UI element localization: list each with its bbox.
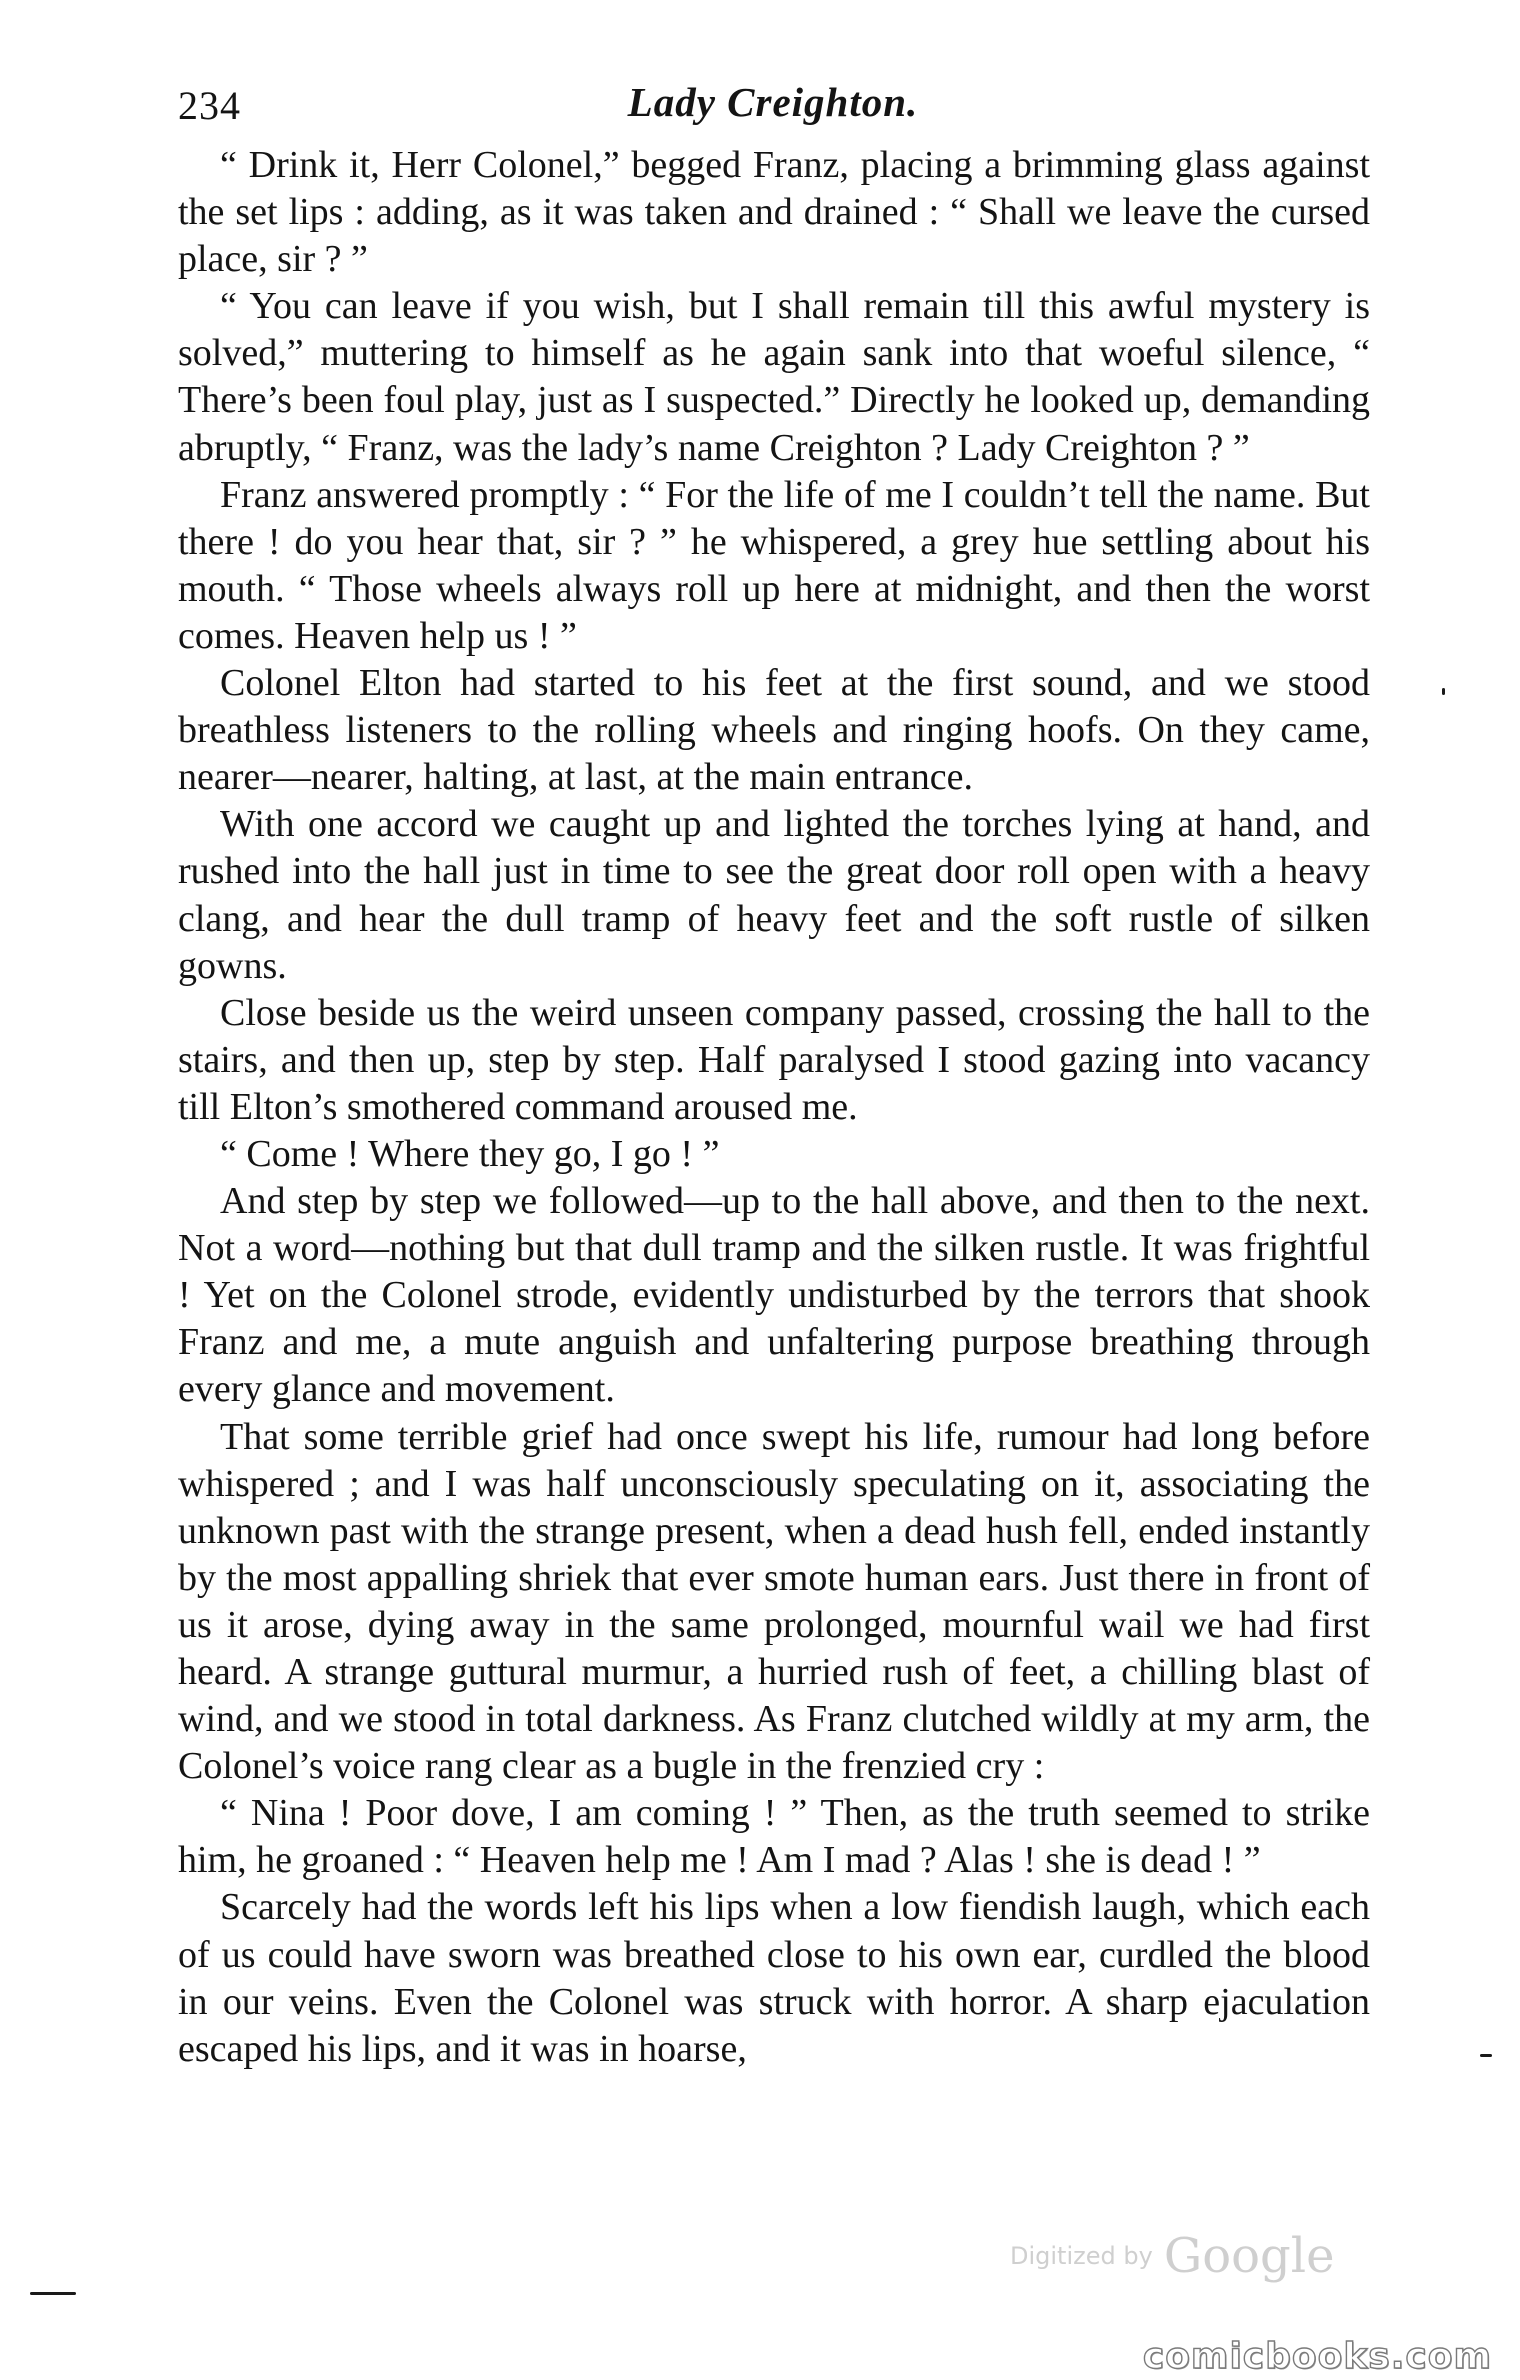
paragraph: Scarcely had the words left his lips when a low fiendish laugh, which each of us could have sworn was breathed close to his own ear, curdled the blood in our veins. Even the Colonel was struck with horror. A sharp ejaculation escaped his lips, and it was in hoarse, (178, 1886, 1370, 2070)
paragraph: And step by step we followed—up to the hall above, and then to the next. Not a word—nothing but that dull tramp and the silken rustle. It was frightful ! Yet on the Colonel strode, evidently undisturbed by the terrors that shook Franz and me, a mute anguish and unfaltering purpose breathing through every glance and movement. (178, 1180, 1370, 1411)
paragraph: “ Nina ! Poor dove, I am coming ! ” Then, as the truth seemed to strike him, he groaned : “ Heaven help me ! Am I mad ? Alas ! she is dead ! ” (178, 1792, 1370, 1882)
body-text (178, 142, 1370, 2073)
watermark-google-text: Google (1163, 2228, 1335, 2284)
paragraph: “ You can leave if you wish, but I shall remain till this awful mystery is solved,” muttering to himself as he again sank into that woeful silence, “ There’s been foul play, just as I suspected.” Directly he looked up, demanding abruptly, “ Franz, was the lady’s name Creighton ? Lady Creighton ? ” (178, 285, 1370, 469)
margin-mark-right (1480, 2054, 1492, 2057)
watermark-digitized-text: Digitized by (1010, 2242, 1153, 2270)
site-watermark: comicbooks.com (1142, 2336, 1492, 2377)
paragraph: Close beside us the weird unseen company passed, crossing the hall to the stairs, and then up, step by step. Half paralysed I stood gazing into vacancy till Elton’s smothered command aroused me. (178, 991, 1370, 1128)
paragraph: That some terrible grief had once swept his life, rumour had long before whispered ; and I was half unconsciously speculating on it, associating the unknown past with the strange present, when a dead hush fell, ended instantly by the most appalling shriek that ever smote human ears. Just there in front of us it arose, dying away in the same prolonged, mournful wail we had first heard. A strange guttural murmur, a hurried rush of feet, a chilling blast of wind, and we stood in total darkness. As Franz clutched wildly at my arm, the Colonel’s voice rang clear as a bugle in the frenzied cry : (178, 1415, 1370, 1788)
paragraph: Franz answered promptly : “ For the life of me I couldn’t tell the name. But there ! do you hear that, sir ? ” he whispered, a grey hue settling about his mouth. “ Those wheels always roll up here at midnight, and then the worst comes. Heaven help us ! ” (178, 473, 1370, 657)
paragraph: “ Come ! Where they go, I go ! ” (220, 1132, 720, 1175)
margin-mark-bottom-left (30, 2292, 76, 2295)
running-head: Lady Creighton. (627, 79, 919, 125)
paragraph: “ Drink it, Herr Colonel,” begged Franz, placing a brimming glass against the set lips : adding, as it was taken and drained : “ Shall we leave the cursed place, sir ? ” (178, 144, 1370, 281)
paragraph: Colonel Elton had started to his feet at the first sound, and we stood breathless listeners to the rolling wheels and ringing hoofs. On they came, nearer—nearer, halting, at last, at the main entrance. (178, 662, 1370, 799)
page-header (178, 78, 1368, 138)
margin-mark-dot (1442, 688, 1445, 695)
page-number: 234 (178, 83, 241, 128)
digitized-watermark (1010, 2228, 1335, 2284)
paragraph: With one accord we caught up and lighted the torches lying at hand, and rushed into the hall just in time to see the great door roll open with a heavy clang, and hear the dull tramp of heavy feet and the soft rustle of silken gowns. (178, 803, 1370, 987)
